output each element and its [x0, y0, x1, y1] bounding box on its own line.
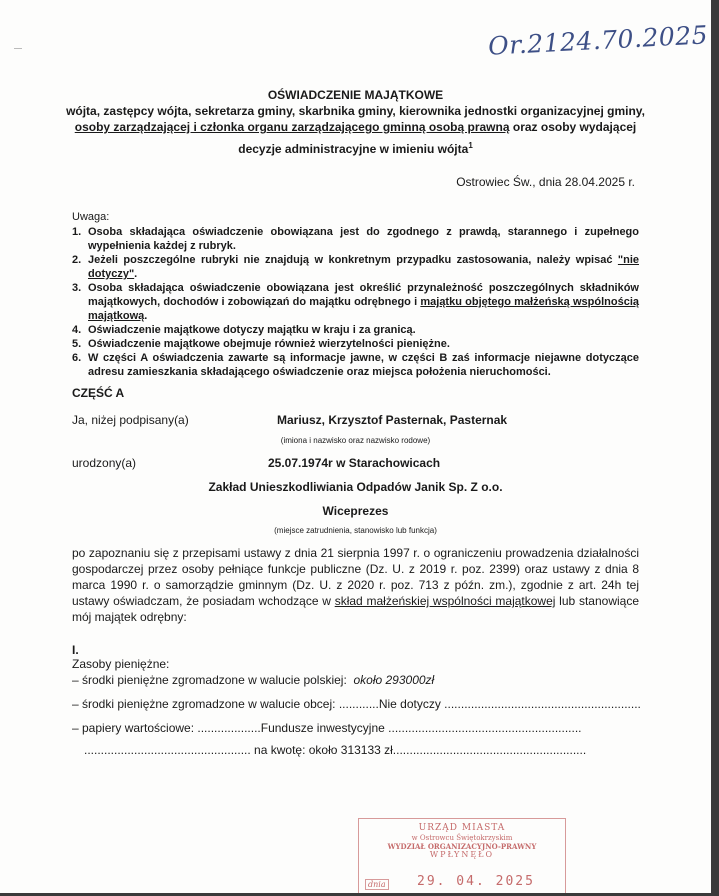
note-item	[72, 281, 639, 323]
note-item	[72, 337, 639, 351]
note-text-end: .	[134, 268, 138, 280]
name-caption: (imiona i nazwisko oraz nazwisko rodowe)	[280, 436, 431, 445]
born-label: urodzony(a)	[72, 456, 137, 470]
declarant-name: Mariusz, Krzysztof Pasternak, Pasternak	[277, 413, 508, 427]
paragraph-end: lub stanowiące mój majątek odrębny:	[72, 594, 639, 624]
note-item	[72, 323, 639, 337]
pln-value: około 293000zł	[353, 673, 435, 687]
paragraph-text: po zapoznaniu się z przepisami ustawy z dnia 21 sierpnia 1997 r. o ograniczeniu prowadzenia działalności gospodarczej przez osoby pełniące funkcje publiczne (Dz. U. z 2019 r. poz. 2399) oraz ustawy z dnia 8 marca 1990 r. o samorządzie gminnym (Dz. U. z 2020 r. poz. 713 z późn. zm.), zgodnie z art. 24h tej ustawy oświadczam, że posiadam wchodzące w	[72, 546, 639, 608]
securities-value: Fundusze inwestycyjne ..........................................................	[260, 721, 582, 735]
notes-heading: Uwaga:	[72, 211, 110, 223]
note-number: 5.	[72, 338, 82, 350]
note-text: Oświadczenie majątkowe obejmuje również wierzytelności pieniężne.	[88, 338, 450, 350]
pln-label: – środki pieniężne zgromadzone w walucie polskiej:	[72, 673, 347, 687]
stamp-received: WPŁYNĘŁO	[429, 850, 495, 859]
position: Wiceprezes	[322, 504, 389, 518]
note-number: 6.	[72, 352, 82, 364]
securities-label: – papiery wartościowe: ...................	[72, 721, 261, 735]
note-number: 2.	[72, 254, 82, 266]
foreign-label: – środki pieniężne zgromadzone w walucie obcej: ............	[72, 697, 379, 711]
note-text-end: .	[144, 310, 148, 322]
signed-label: Ja, niżej podpisany(a)	[72, 413, 189, 427]
birth-date-place: 25.07.1974r w Starachowicach	[268, 456, 441, 470]
note-text-underlined: majątku objętego małżeńską wspólnością majątkową	[88, 296, 640, 322]
declaration-paragraph	[72, 545, 639, 625]
receipt-stamp	[358, 818, 566, 893]
amount-dots: ..................................................	[84, 743, 255, 757]
stamp-date-label: dnia	[365, 879, 389, 890]
pln-row	[72, 673, 434, 687]
foreign-value: Nie dotyczy ...........................................................	[378, 697, 641, 711]
document-title: OŚWIADCZENIE MAJĄTKOWE	[267, 88, 444, 102]
stamp-city: w Ostrowcu Świętokrzyskim	[411, 834, 513, 842]
footnote-mark: 1	[468, 141, 473, 150]
foreign-currency-row	[72, 697, 641, 711]
title-line-3	[0, 119, 711, 136]
section-1-heading: I.	[72, 643, 79, 657]
note-item	[72, 253, 639, 281]
employer: Zakład Unieszkodliwiania Odpadów Janik Sp. Z o.o.	[208, 480, 503, 494]
amount-row	[84, 743, 586, 757]
paragraph-underlined: skład małżeńskiej wspólności majątkowej	[334, 594, 556, 608]
note-text: Osoba składająca oświadczenie obowiązana jest do zgodnego z prawdą, starannego i zupełnego wypełnienia każdej z rubryk.	[88, 226, 639, 252]
note-item	[72, 351, 639, 379]
note-text: Oświadczenie majątkowe dotyczy majątku w kraju i za granicą.	[88, 324, 416, 336]
title-line-4	[0, 137, 711, 158]
note-number: 3.	[72, 282, 82, 294]
title-line-2: wójta, zastępcy wójta, sekretarza gminy, skarbnika gminy, kierownika jednostki organizacyjnej gminy,	[66, 104, 645, 118]
stamp-office: URZĄD MIASTA	[418, 823, 506, 833]
securities-row	[72, 721, 582, 735]
note-text: Jeżeli poszczególne rubryki nie znajdują w konkretnym przypadku zastosowania, należy wpisać	[88, 254, 618, 266]
note-text: W części A oświadczenia zawarte są informacje jawne, w części B zaś informacje niejawne dotyczące adresu zamieszkania składającego oświadczenie oraz miejsca położenia nieruchomości.	[88, 352, 639, 378]
employment-caption: (miejsce zatrudnienia, stanowisko lub funkcja)	[274, 526, 437, 535]
stamp-department: WYDZIAŁ ORGANIZACYJNO-PRAWNY	[387, 842, 537, 851]
title-line-3-rest: oraz osoby wydającej	[509, 120, 637, 134]
note-text: Osoba składająca oświadczenie obowiązana jest określić przynależność poszczególnych składników majątkowych, dochodów i zobowiązań do majątku odrębnego i	[88, 282, 639, 308]
place-and-date: Ostrowiec Św., dnia 28.04.2025 r.	[456, 175, 635, 189]
note-number: 4.	[72, 324, 82, 336]
title-line-4-text: decyzje administracyjne w imieniu wójta	[238, 142, 469, 156]
section-1-subheading: Zasoby pieniężne:	[72, 657, 170, 671]
notes-list	[72, 225, 639, 379]
note-number: 1.	[72, 226, 82, 238]
amount-value: na kwotę: około 313133 zł..........................................................	[254, 743, 587, 757]
title-line-3-underlined: osoby zarządzającej i członka organu zarządzającego gminną osobą prawną	[74, 120, 510, 134]
stamp-date: 29. 04. 2025	[417, 874, 535, 889]
note-item	[72, 225, 639, 253]
margin-mark	[14, 48, 22, 49]
note-text-underlined: "nie dotyczy"	[88, 254, 639, 280]
part-a-heading: CZĘŚĆ A	[72, 386, 125, 400]
handwritten-reference-number: Or.2124.70.2025	[487, 20, 709, 61]
